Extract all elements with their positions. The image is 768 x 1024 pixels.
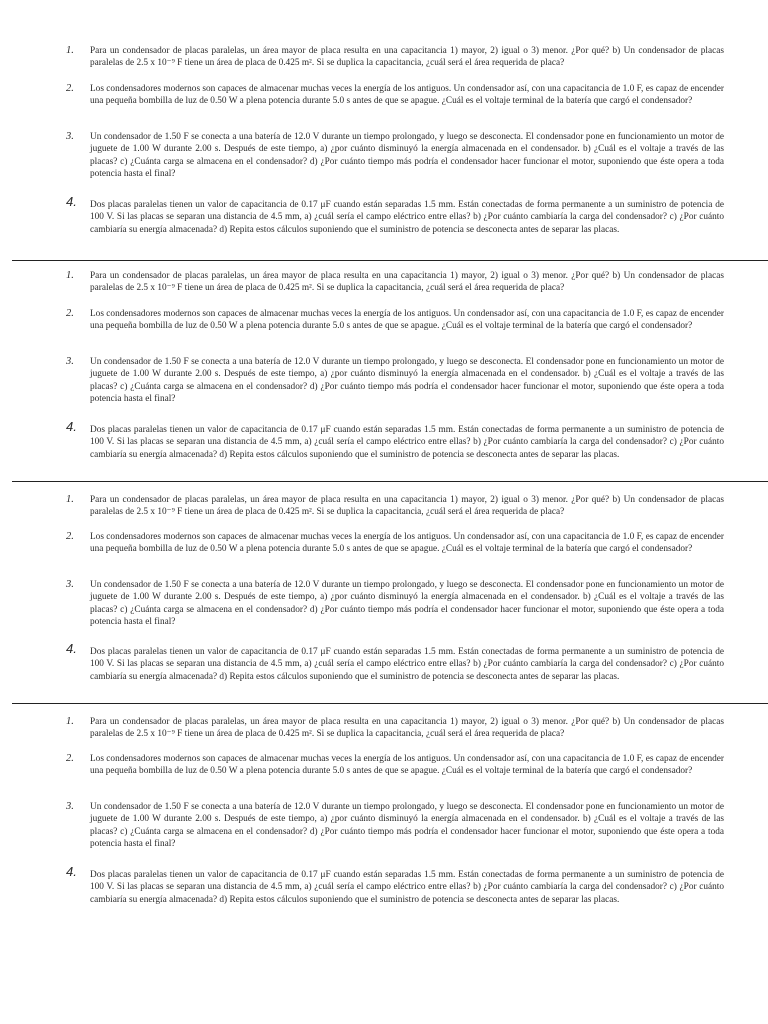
- separator-line: [12, 260, 768, 261]
- problem-text: Un condensador de 1.50 F se conecta a una batería de 12.0 V durante un tiempo prolongado, y luego se desconecta. El condensador pone en funcionamiento un motor de juguete de 1.00 W durante 2.00 s. Después de este tiempo, a) ¿por cuánto disminuyó la energía almacenada en el condensador. b) ¿Cuál es el voltaje a través de las placas? c) ¿Cuánta carga se almacena en el condensador? d) ¿Por cuánto tiempo más podría el condensador hacer funcionar el motor, suponiendo que éste opera a toda potencia hasta el final?: [90, 357, 724, 405]
- problem-text: Dos placas paralelas tienen un valor de capacitancia de 0.17 μF cuando están separadas 1.5 mm. Están conectadas de forma permanente a un suministro de potencia de 100 V. Si las placas se separan una distancia de 4.5 mm, a) ¿cuál sería el campo eléctrico entre ellas? b) ¿Por cuánto cambiaría la carga del condensador? c) ¿Por cuánto cambiaría su energía almacenada? d) Repita estos cálculos suponiendo que el suministro de potencia se desconecta antes de separar las placas.: [90, 870, 724, 905]
- problem-number: 4.: [66, 641, 77, 656]
- problem-number: 2.: [66, 753, 74, 764]
- problem-number: 3.: [66, 356, 74, 367]
- problem-number: 1.: [66, 45, 74, 56]
- problem-text: Los condensadores modernos son capaces de almacenar muchas veces la energía de los antiguos. Un condensador así, con una capacitancia de 1.0 F, es capaz de encender una pequeña bombilla de luz de 0.50 W a plena potencia durante 5.0 s antes de que se apague. ¿Cuál es el voltaje terminal de la batería que cargó el condensador?: [90, 84, 724, 107]
- problem-number: 3.: [66, 801, 74, 812]
- problem-text: Para un condensador de placas paralelas, un área mayor de placa resulta en una capacitancia 1) mayor, 2) igual o 3) menor. ¿Por qué? b) Un condensador de placas paralelas de 2.5 x 10⁻⁹ F tiene un área de placa de 0.425 m². Si se duplica la capacitancia, ¿cuál será el área requerida de placa?: [90, 271, 724, 294]
- problem-text: Dos placas paralelas tienen un valor de capacitancia de 0.17 μF cuando están separadas 1.5 mm. Están conectadas de forma permanente a un suministro de potencia de 100 V. Si las placas se separan una distancia de 4.5 mm, a) ¿cuál sería el campo eléctrico entre ellas? b) ¿Por cuánto cambiaría la carga del condensador? c) ¿Por cuánto cambiaría su energía almacenada? d) Repita estos cálculos suponiendo que el suministro de potencia se desconecta antes de separar las placas.: [90, 200, 724, 235]
- separator-line: [12, 481, 768, 482]
- problem-text: Los condensadores modernos son capaces de almacenar muchas veces la energía de los antiguos. Un condensador así, con una capacitancia de 1.0 F, es capaz de encender una pequeña bombilla de luz de 0.50 W a plena potencia durante 5.0 s antes de que se apague. ¿Cuál es el voltaje terminal de la batería que cargó el condensador?: [90, 309, 724, 332]
- problem-number: 4.: [66, 419, 77, 434]
- problem-number: 2.: [66, 531, 74, 542]
- problem-number: 2.: [66, 83, 74, 94]
- problem-text: Los condensadores modernos son capaces de almacenar muchas veces la energía de los antiguos. Un condensador así, con una capacitancia de 1.0 F, es capaz de encender una pequeña bombilla de luz de 0.50 W a plena potencia durante 5.0 s antes de que se apague. ¿Cuál es el voltaje terminal de la batería que cargó el condensador?: [90, 754, 724, 777]
- problem-number: 3.: [66, 579, 74, 590]
- problem-number: 2.: [66, 308, 74, 319]
- problem-text: Para un condensador de placas paralelas, un área mayor de placa resulta en una capacitancia 1) mayor, 2) igual o 3) menor. ¿Por qué? b) Un condensador de placas paralelas de 2.5 x 10⁻⁹ F tiene un área de placa de 0.425 m². Si se duplica la capacitancia, ¿cuál será el área requerida de placa?: [90, 46, 724, 69]
- problem-text: Dos placas paralelas tienen un valor de capacitancia de 0.17 μF cuando están separadas 1.5 mm. Están conectadas de forma permanente a un suministro de potencia de 100 V. Si las placas se separan una distancia de 4.5 mm, a) ¿cuál sería el campo eléctrico entre ellas? b) ¿Por cuánto cambiaría la carga del condensador? c) ¿Por cuánto cambiaría su energía almacenada? d) Repita estos cálculos suponiendo que el suministro de potencia se desconecta antes de separar las placas.: [90, 425, 724, 460]
- problem-number: 1.: [66, 716, 74, 727]
- problem-number: 4.: [66, 864, 77, 879]
- problem-text: Para un condensador de placas paralelas, un área mayor de placa resulta en una capacitancia 1) mayor, 2) igual o 3) menor. ¿Por qué? b) Un condensador de placas paralelas de 2.5 x 10⁻⁹ F tiene un área de placa de 0.425 m². Si se duplica la capacitancia, ¿cuál será el área requerida de placa?: [90, 717, 724, 740]
- problem-text: Para un condensador de placas paralelas, un área mayor de placa resulta en una capacitancia 1) mayor, 2) igual o 3) menor. ¿Por qué? b) Un condensador de placas paralelas de 2.5 x 10⁻⁹ F tiene un área de placa de 0.425 m². Si se duplica la capacitancia, ¿cuál será el área requerida de placa?: [90, 495, 724, 518]
- problem-text: Un condensador de 1.50 F se conecta a una batería de 12.0 V durante un tiempo prolongado, y luego se desconecta. El condensador pone en funcionamiento un motor de juguete de 1.00 W durante 2.00 s. Después de este tiempo, a) ¿por cuánto disminuyó la energía almacenada en el condensador. b) ¿Cuál es el voltaje a través de las placas? c) ¿Cuánta carga se almacena en el condensador? d) ¿Por cuánto tiempo más podría el condensador hacer funcionar el motor, suponiendo que éste opera a toda potencia hasta el final?: [90, 580, 724, 628]
- problem-number: 3.: [66, 131, 74, 142]
- problem-text: Los condensadores modernos son capaces de almacenar muchas veces la energía de los antiguos. Un condensador así, con una capacitancia de 1.0 F, es capaz de encender una pequeña bombilla de luz de 0.50 W a plena potencia durante 5.0 s antes de que se apague. ¿Cuál es el voltaje terminal de la batería que cargó el condensador?: [90, 532, 724, 555]
- separator-line: [12, 703, 768, 704]
- problem-number: 1.: [66, 270, 74, 281]
- problem-text: Dos placas paralelas tienen un valor de capacitancia de 0.17 μF cuando están separadas 1.5 mm. Están conectadas de forma permanente a un suministro de potencia de 100 V. Si las placas se separan una distancia de 4.5 mm, a) ¿cuál sería el campo eléctrico entre ellas? b) ¿Por cuánto cambiaría la carga del condensador? c) ¿Por cuánto cambiaría su energía almacenada? d) Repita estos cálculos suponiendo que el suministro de potencia se desconecta antes de separar las placas.: [90, 647, 724, 682]
- problem-number: 4.: [66, 194, 77, 209]
- problem-number: 1.: [66, 494, 74, 505]
- problem-text: Un condensador de 1.50 F se conecta a una batería de 12.0 V durante un tiempo prolongado, y luego se desconecta. El condensador pone en funcionamiento un motor de juguete de 1.00 W durante 2.00 s. Después de este tiempo, a) ¿por cuánto disminuyó la energía almacenada en el condensador. b) ¿Cuál es el voltaje a través de las placas? c) ¿Cuánta carga se almacena en el condensador? d) ¿Por cuánto tiempo más podría el condensador hacer funcionar el motor, suponiendo que éste opera a toda potencia hasta el final?: [90, 132, 724, 180]
- problem-text: Un condensador de 1.50 F se conecta a una batería de 12.0 V durante un tiempo prolongado, y luego se desconecta. El condensador pone en funcionamiento un motor de juguete de 1.00 W durante 2.00 s. Después de este tiempo, a) ¿por cuánto disminuyó la energía almacenada en el condensador. b) ¿Cuál es el voltaje a través de las placas? c) ¿Cuánta carga se almacena en el condensador? d) ¿Por cuánto tiempo más podría el condensador hacer funcionar el motor, suponiendo que éste opera a toda potencia hasta el final?: [90, 802, 724, 850]
